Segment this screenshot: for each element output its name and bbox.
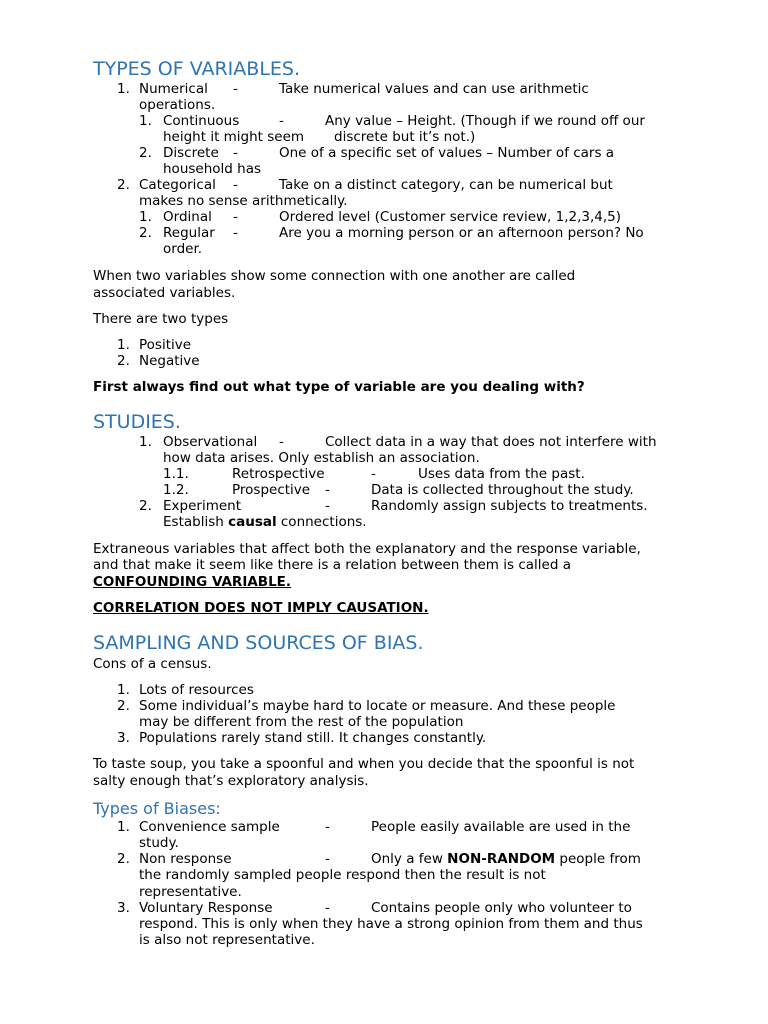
term-non-response: Non response bbox=[139, 851, 232, 867]
paragraph-cons: Cons of a census. bbox=[93, 656, 212, 672]
paragraph-two-types: There are two types bbox=[93, 311, 229, 327]
list-number: 2. bbox=[117, 698, 130, 714]
list-number: 1. bbox=[117, 337, 130, 353]
term-regular: Regular bbox=[163, 225, 215, 241]
definition-text: Data is collected throughout the study. bbox=[371, 482, 634, 498]
dash: - bbox=[233, 81, 238, 97]
dash: - bbox=[325, 851, 330, 867]
term-retrospective: Retrospective bbox=[232, 466, 325, 482]
heading-sampling: SAMPLING AND SOURCES OF BIAS. bbox=[93, 632, 424, 654]
list-item-negative: Negative bbox=[139, 353, 200, 369]
list-item-hard-to-locate: may be different from the rest of the population bbox=[139, 714, 464, 730]
definition-text: makes no sense arithmetically. bbox=[139, 193, 348, 209]
list-number: 1. bbox=[139, 209, 152, 225]
definition-text: People easily available are used in the bbox=[371, 819, 631, 835]
list-number: 2. bbox=[139, 225, 152, 241]
definition-text: Contains people only who volunteer to bbox=[371, 900, 632, 916]
confounding-variable: CONFOUNDING VARIABLE. bbox=[93, 574, 292, 590]
definition-text: order. bbox=[163, 241, 203, 257]
definition-text: height it might seem bbox=[163, 129, 305, 145]
definition-text: discrete but it’s not.) bbox=[334, 129, 476, 145]
dash: - bbox=[233, 225, 238, 241]
list-number: 2. bbox=[117, 353, 130, 369]
list-item-positive: Positive bbox=[139, 337, 192, 353]
dash: - bbox=[233, 177, 238, 193]
definition-text: operations. bbox=[139, 97, 216, 113]
list-number: 2. bbox=[117, 851, 130, 867]
correlation-note: CORRELATION DOES NOT IMPLY CAUSATION. bbox=[93, 600, 429, 616]
term-categorical: Categorical bbox=[139, 177, 216, 193]
dash: - bbox=[325, 900, 330, 916]
term-observational: Observational bbox=[163, 434, 258, 450]
dash: - bbox=[325, 482, 330, 498]
paragraph-soup: salty enough that’s exploratory analysis. bbox=[93, 773, 369, 789]
list-number: 3. bbox=[117, 730, 130, 746]
dash: - bbox=[279, 113, 284, 129]
list-number: 2. bbox=[139, 498, 152, 514]
paragraph-soup: To taste soup, you take a spoonful and when you decide that the spoonful is not bbox=[93, 756, 635, 772]
term-convenience: Convenience sample bbox=[139, 819, 280, 835]
list-number: 1.2. bbox=[163, 482, 189, 498]
definition-text: Take numerical values and can use arithmetic bbox=[279, 81, 589, 97]
definition-text: representative. bbox=[139, 884, 242, 900]
list-number: 1. bbox=[117, 819, 130, 835]
list-number: 1. bbox=[117, 81, 130, 97]
definition-text: household has bbox=[163, 161, 262, 177]
paragraph-extraneous: and that make it seem like there is a relation between them is called a bbox=[93, 557, 571, 573]
definition-text: Are you a morning person or an afternoon person? No bbox=[279, 225, 644, 241]
definition-text: Uses data from the past. bbox=[418, 466, 585, 482]
definition-text: study. bbox=[139, 835, 179, 851]
definition-text: Collect data in a way that does not interfere with bbox=[325, 434, 657, 450]
paragraph-associated: When two variables show some connection with one another are called bbox=[93, 268, 576, 284]
list-item-resources: Lots of resources bbox=[139, 682, 254, 698]
term-numerical: Numerical bbox=[139, 81, 208, 97]
definition-text: Ordered level (Customer service review, 1,2,3,4,5) bbox=[279, 209, 622, 225]
term-continuous: Continuous bbox=[163, 113, 240, 129]
causal-bold: causal bbox=[228, 514, 277, 530]
list-item-populations: Populations rarely stand still. It changes constantly. bbox=[139, 730, 487, 746]
term-experiment: Experiment bbox=[163, 498, 242, 514]
heading-studies: STUDIES. bbox=[93, 411, 181, 433]
dash: - bbox=[233, 145, 238, 161]
definition-text: Any value – Height. (Though if we round off our bbox=[325, 113, 645, 129]
definition-text: respond. This is only when they have a strong opinion from them and thus bbox=[139, 916, 643, 932]
list-number: 1. bbox=[139, 434, 152, 450]
dash: - bbox=[325, 498, 330, 514]
heading-types-of-variables: TYPES OF VARIABLES. bbox=[93, 58, 301, 80]
dash: - bbox=[233, 209, 238, 225]
definition-text: the randomly sampled people respond then the result is not bbox=[139, 867, 546, 883]
heading-types-of-biases: Types of Biases: bbox=[93, 799, 221, 818]
term-ordinal: Ordinal bbox=[163, 209, 212, 225]
term-voluntary-response: Voluntary Response bbox=[139, 900, 273, 916]
dash: - bbox=[279, 434, 284, 450]
paragraph-associated: associated variables. bbox=[93, 285, 236, 301]
list-number: 3. bbox=[117, 900, 130, 916]
dash: - bbox=[371, 466, 376, 482]
list-number: 2. bbox=[139, 145, 152, 161]
definition-text: Randomly assign subjects to treatments. bbox=[371, 498, 648, 514]
definition-text: is also not representative. bbox=[139, 932, 315, 948]
dash: - bbox=[325, 819, 330, 835]
term-discrete: Discrete bbox=[163, 145, 219, 161]
non-random-bold: NON-RANDOM bbox=[447, 851, 556, 867]
list-item-hard-to-locate: Some individual’s maybe hard to locate or measure. And these people bbox=[139, 698, 616, 714]
term-prospective: Prospective bbox=[232, 482, 311, 498]
list-number: 1.1. bbox=[163, 466, 189, 482]
establish-line: Establish causal connections. bbox=[163, 514, 367, 530]
list-number: 2. bbox=[117, 177, 130, 193]
definition-text: Only a few NON-RANDOM people from bbox=[371, 851, 641, 867]
list-number: 1. bbox=[139, 113, 152, 129]
bold-note: First always find out what type of variable are you dealing with? bbox=[93, 379, 585, 395]
paragraph-extraneous: Extraneous variables that affect both the explanatory and the response variable, bbox=[93, 541, 641, 557]
definition-text: One of a specific set of values – Number of cars a bbox=[279, 145, 615, 161]
definition-text: how data arises. Only establish an association. bbox=[163, 450, 480, 466]
list-number: 1. bbox=[117, 682, 130, 698]
definition-text: Take on a distinct category, can be numerical but bbox=[279, 177, 613, 193]
